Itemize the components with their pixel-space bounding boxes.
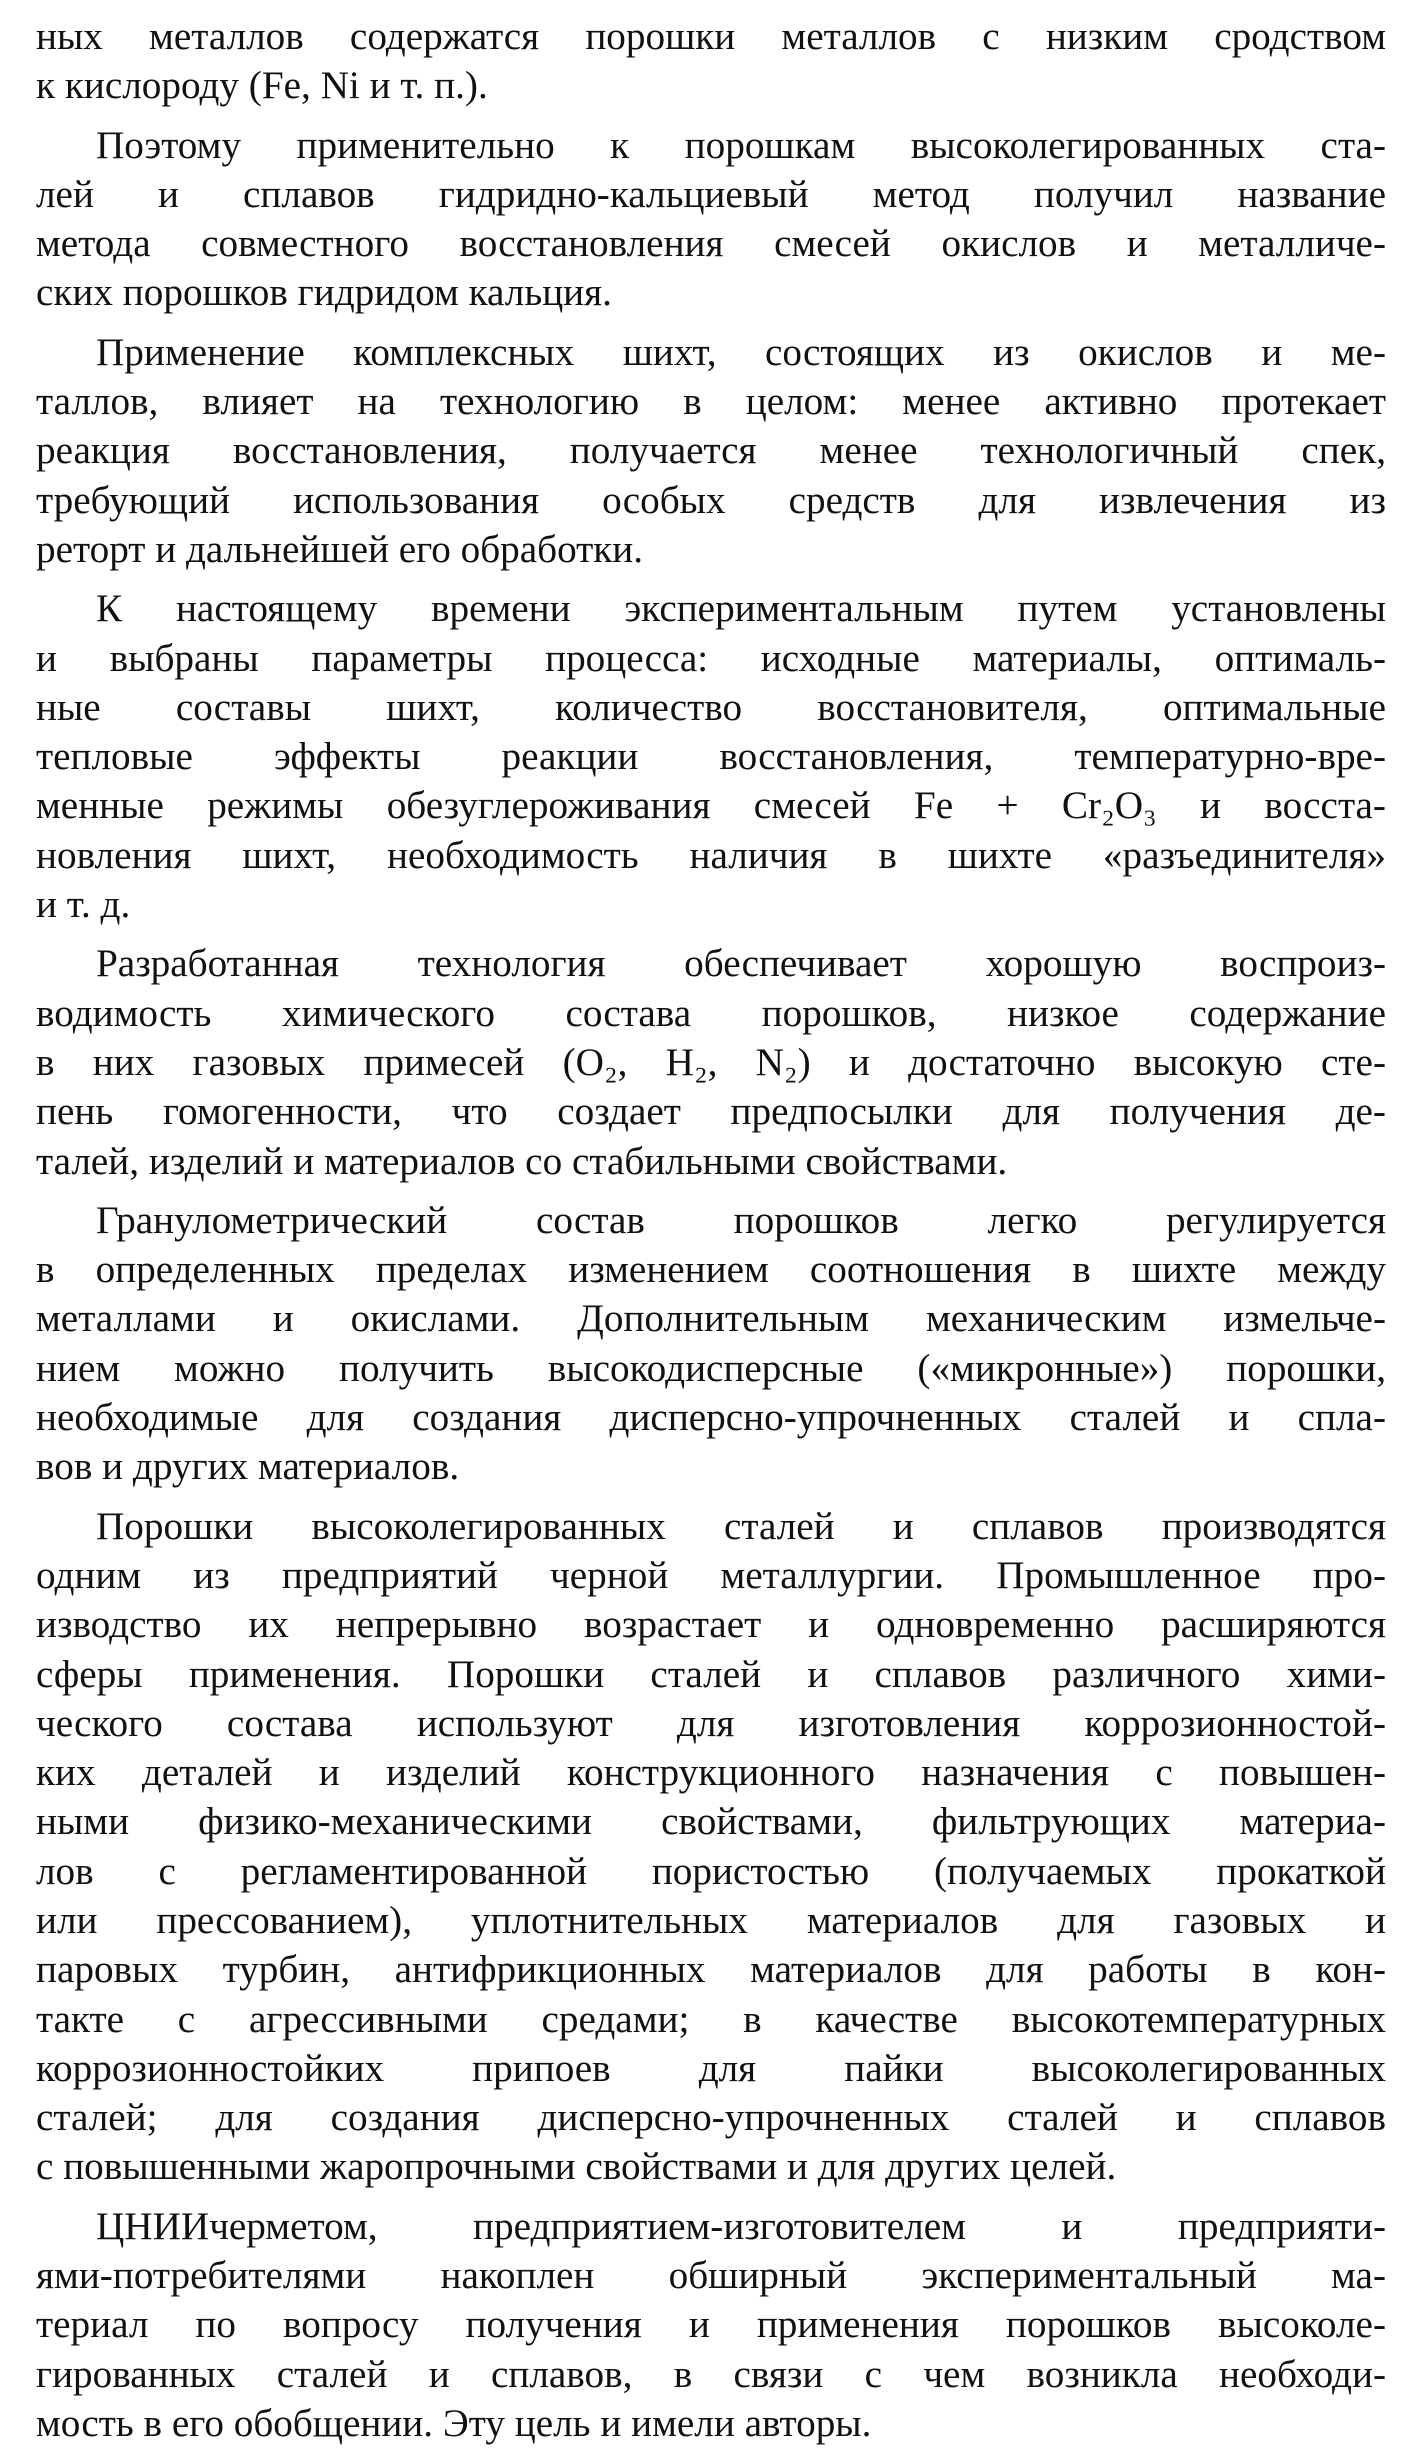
text-body bbox=[36, 12, 1386, 2448]
text-line: вов и других материалов. bbox=[36, 1445, 460, 1489]
text-line: К настоящему времени экспериментальным путем установлены bbox=[96, 587, 1386, 631]
text-line: талей, изделий и материалов со стабильными свойствами. bbox=[36, 1139, 1008, 1183]
text-line: Гранулометрический состав порошков легко регулируется bbox=[96, 1198, 1386, 1242]
text-line: ных металлов содержатся порошки металлов с низким сродством bbox=[36, 15, 1386, 58]
text-line: сферы применения. Порошки сталей и сплавов различного хими- bbox=[36, 1652, 1386, 1696]
text-line: ких деталей и изделий конструкционного назначения с повышен- bbox=[36, 1751, 1386, 1795]
paragraph bbox=[36, 939, 1386, 1185]
text-line: паровых турбин, антифрикционных материалов для работы в кон- bbox=[36, 1948, 1386, 1992]
paragraph bbox=[36, 2202, 1386, 2448]
text-line: лей и сплавов гидридно-кальциевый метод получил название bbox=[36, 172, 1386, 216]
text-line: одним из предприятий черной металлургии. Промышленное про- bbox=[36, 1553, 1386, 1597]
text-line: мость в его обобщении. Эту цель и имели авторы. bbox=[36, 2401, 872, 2445]
paragraph bbox=[36, 121, 1386, 318]
text-line: сталей; для создания дисперсно-упрочненных сталей и сплавов bbox=[36, 2096, 1386, 2140]
text-line: менные режимы обезуглероживания смесей Fe + Cr₂O₃ и восста- bbox=[36, 784, 1386, 828]
text-line: водимость химического состава порошков, низкое содержание bbox=[36, 991, 1386, 1035]
text-line: и т. д. bbox=[36, 883, 131, 927]
text-line: необходимые для создания дисперсно-упрочненных сталей и спла- bbox=[36, 1396, 1386, 1440]
text-line: реакция восстановления, получается менее технологичный спек, bbox=[36, 429, 1386, 473]
text-line: или прессованием), уплотнительных материалов для газовых и bbox=[36, 1898, 1386, 1942]
text-line: таллов, влияет на технологию в целом: менее активно протекает bbox=[36, 380, 1386, 424]
text-line: и выбраны параметры процесса: исходные материалы, оптималь- bbox=[36, 636, 1386, 680]
text-line: нием можно получить высокодисперсные («микронные») порошки, bbox=[36, 1346, 1386, 1390]
paragraph bbox=[36, 12, 1386, 111]
text-line: с повышенными жаропрочными свойствами и для других целей. bbox=[36, 2145, 1117, 2189]
text-line: лов с регламентированной пористостью (получаемых прокаткой bbox=[36, 1849, 1386, 1893]
text-line: в них газовых примесей (O₂, H₂, N₂) и достаточно высокую сте- bbox=[36, 1040, 1386, 1084]
text-line: ческого состава используют для изготовления коррозионностой- bbox=[36, 1701, 1386, 1745]
text-line: такте с агрессивными средами; в качестве высокотемпературных bbox=[36, 1997, 1386, 2041]
text-line: в определенных пределах изменением соотношения в шихте между bbox=[36, 1248, 1386, 1292]
text-line: Применение комплексных шихт, состоящих из окислов и ме- bbox=[96, 330, 1386, 374]
text-line: Поэтому применительно к порошкам высоколегированных ста- bbox=[96, 123, 1386, 167]
text-line: коррозионностойких припоев для пайки высоколегированных bbox=[36, 2046, 1386, 2090]
paragraph bbox=[36, 584, 1386, 929]
text-line: териал по вопросу получения и применения порошков высоколе- bbox=[36, 2303, 1386, 2347]
text-line: реторт и дальнейшей его обработки. bbox=[36, 527, 644, 571]
text-line: ными физико-механическими свойствами, фильтрующих материа- bbox=[36, 1800, 1386, 1844]
text-line: метода совместного восстановления смесей окислов и металличе- bbox=[36, 222, 1386, 266]
text-line: пень гомогенности, что создает предпосылки для получения де- bbox=[36, 1090, 1386, 1134]
text-line: Порошки высоколегированных сталей и сплавов производятся bbox=[96, 1504, 1386, 1548]
paragraph bbox=[36, 1196, 1386, 1492]
text-line: требующий использования особых средств для извлечения из bbox=[36, 478, 1386, 522]
text-line: ями-потребителями накоплен обширный экспериментальный ма- bbox=[36, 2254, 1386, 2298]
text-line: ских порошков гидридом кальция. bbox=[36, 271, 612, 315]
text-line: тепловые эффекты реакции восстановления, температурно-вре- bbox=[36, 735, 1386, 779]
paragraph bbox=[36, 1502, 1386, 2192]
text-line: ные составы шихт, количество восстановителя, оптимальные bbox=[36, 685, 1386, 729]
text-line: изводство их непрерывно возрастает и одновременно расширяются bbox=[36, 1603, 1386, 1647]
text-line: ЦНИИчерметом, предприятием-изготовителем и предприяти- bbox=[96, 2204, 1386, 2248]
text-line: металлами и окислами. Дополнительным механическим измельче- bbox=[36, 1297, 1386, 1341]
text-line: к кислороду (Fe, Ni и т. п.). bbox=[36, 64, 488, 108]
paragraph bbox=[36, 328, 1386, 574]
text-line: Разработанная технология обеспечивает хорошую воспроиз- bbox=[96, 942, 1386, 986]
text-line: новления шихт, необходимость наличия в шихте «разъединителя» bbox=[36, 833, 1386, 877]
text-line: гированных сталей и сплавов, в связи с чем возникла необходи- bbox=[36, 2352, 1386, 2396]
